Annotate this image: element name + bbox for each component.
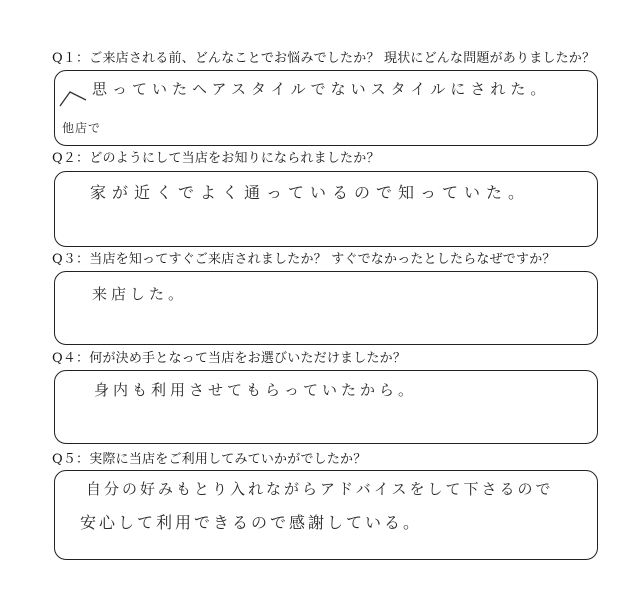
question-5-label: Q５：実際に当店をご利用してみていかがでしたか？ xyxy=(52,452,367,467)
answer-4-line-1: 身内も利用させてもらっていたから。 xyxy=(94,381,418,399)
answer-3-line-1: 来店した。 xyxy=(92,285,188,303)
question-1-label: Q１：ご来店される前、どんなことでお悩みでしたか？ 現状にどんな問題がありましたか？ xyxy=(52,51,596,66)
question-3-label: Q３：当店を知ってすぐご来店されましたか？ すぐでなかったとしたらなぜですか？ xyxy=(52,252,556,267)
answer-2-line-1: 家が近くでよく通っているので知っていた。 xyxy=(90,183,531,202)
answer-5-line-1: 自分の好みもとり入れながらアドバイスをして下さるので xyxy=(86,480,554,498)
answer-1-line-1: 思っていたヘアスタイルでないスタイルにされた。 xyxy=(92,80,551,98)
answer-1-insertion-note: 他店で xyxy=(62,121,102,135)
answer-5-line-2: 安心して利用できるので感謝している。 xyxy=(80,513,423,532)
insertion-caret-mark xyxy=(58,88,88,110)
question-4-label: Q４：何が決め手となって当店をお選びいただけましたか？ xyxy=(52,351,407,366)
question-2-label: Q２：どのようにして当店をお知りになられましたか？ xyxy=(52,151,380,166)
